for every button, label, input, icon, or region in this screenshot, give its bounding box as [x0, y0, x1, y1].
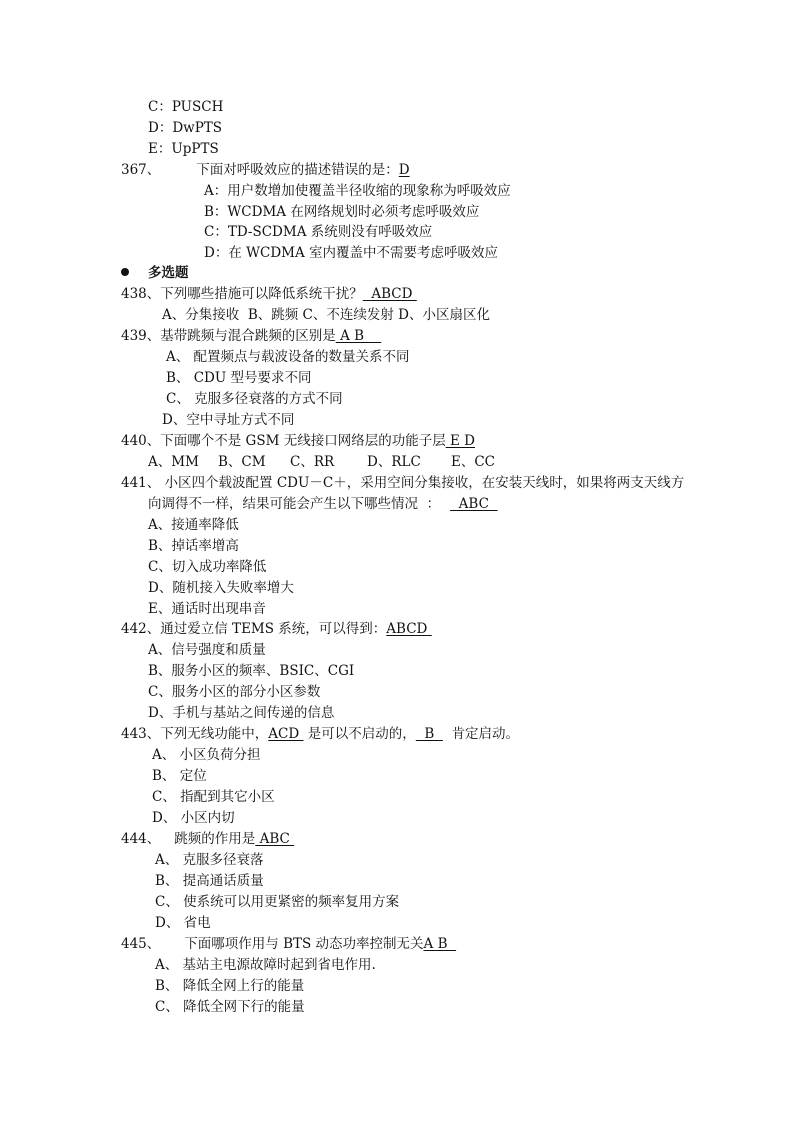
q445-option-c: C、 降低全网下行的能量: [155, 999, 305, 1015]
q443-option-a: A、 小区负荷分担: [152, 747, 261, 763]
q441-question-line2: [148, 494, 498, 514]
q441-option-e: E、通话时出现串音: [148, 601, 266, 617]
q442-option-a: A、信号强度和质量: [148, 642, 266, 658]
q441-option-a: A、接通率降低: [148, 517, 239, 533]
q445-question: [121, 934, 456, 954]
q441-option-c: C、切入成功率降低: [148, 559, 267, 575]
q444-question: [121, 829, 294, 849]
q440-option-c: C、RR: [290, 454, 335, 470]
q440-answer: E D: [445, 433, 475, 449]
q367-text: 下面对呼吸效应的描述错误的是：: [196, 162, 399, 178]
q443-text-before: 443、下列无线功能中，: [121, 726, 269, 742]
q439-text: 439、基带跳频与混合跳频的区别是: [121, 328, 336, 344]
section-title: 多选题: [148, 265, 189, 281]
q441-answer: ABC: [450, 496, 498, 512]
q367-question: [121, 160, 410, 180]
q440-option-a: A、MM: [148, 454, 199, 470]
q445-answer: A B: [423, 936, 457, 952]
bullet-icon: [121, 268, 129, 276]
q445-text: 下面哪项作用与 BTS 动态功率控制无关: [184, 936, 424, 952]
q443-option-c: C、 指配到其它小区: [152, 789, 275, 805]
q443-text-after: 肯定启动。: [442, 726, 519, 742]
q440-option-d: D、RLC: [367, 454, 421, 470]
q445-number: 445、: [121, 936, 161, 952]
q438-options: A、分集接收 B、跳频 C、不连续发射 D、小区扇区化: [162, 307, 490, 323]
q438-answer: ABCD: [362, 286, 417, 302]
q442-option-c: C、服务小区的部分小区参数: [148, 684, 321, 700]
q438-question: [121, 284, 417, 304]
q442-option-b: B、服务小区的频率、BSIC、CGI: [148, 663, 355, 679]
q444-option-a: A、 克服多径衰落: [155, 852, 264, 868]
q445-option-a: A、 基站主电源故障时起到省电作用.: [155, 957, 376, 973]
q439-answer: A B: [335, 328, 382, 344]
q439-option-b: B、 CDU 型号要求不同: [166, 370, 312, 386]
q440-question: [121, 431, 475, 451]
q444-answer: ABC: [255, 831, 295, 847]
q443-option-d: D、 小区内切: [152, 810, 235, 826]
q439-question: [121, 326, 381, 346]
q366-option-c: C：PUSCH: [148, 99, 224, 115]
q441-question-line1: 441、 小区四个载波配置 CDU－C＋，采用空间分集接收，在安装天线时，如果将两支天线方: [121, 475, 685, 491]
q443-text-mid: 是可以不启动的，: [303, 726, 416, 742]
q444-option-d: D、 省电: [155, 915, 211, 931]
q438-text: 438、下列哪些措施可以降低系统干扰？: [121, 286, 363, 302]
q443-option-b: B、 定位: [152, 768, 207, 784]
q440-option-e: E、CC: [451, 454, 496, 470]
q366-option-e: E：UpPTS: [148, 141, 219, 157]
q442-question: [121, 619, 432, 639]
q442-option-d: D、手机与基站之间传递的信息: [148, 705, 335, 721]
q443-question: [121, 724, 519, 744]
q367-answer: D: [398, 162, 410, 178]
q443-answer-2: B: [415, 726, 443, 742]
q445-option-b: B、 降低全网上行的能量: [155, 978, 305, 994]
q442-text: 442、通过爱立信 TEMS 系统，可以得到：: [121, 621, 387, 637]
q440-option-b: B、CM: [218, 454, 266, 470]
q367-option-b: B：WCDMA 在网络规划时必须考虑呼吸效应: [204, 204, 480, 220]
q442-answer: ABCD: [386, 621, 432, 637]
q439-option-c: C、 克服多径衰落的方式不同: [166, 391, 343, 407]
q439-option-d: D、空中寻址方式不同: [162, 412, 295, 428]
q441-option-d: D、随机接入失败率增大: [148, 580, 294, 596]
q367-option-d: D：在 WCDMA 室内覆盖中不需要考虑呼吸效应: [204, 245, 499, 261]
q440-text: 440、下面哪个不是 GSM 无线接口网络层的功能子层: [121, 433, 446, 449]
q367-number: 367、: [121, 162, 161, 178]
q444-option-c: C、 使系统可以用更紧密的频率复用方案: [155, 894, 400, 910]
q444-number: 444、: [121, 831, 161, 847]
q441-option-b: B、掉话率增高: [148, 538, 239, 554]
q444-option-b: B、 提高通话质量: [155, 873, 264, 889]
q367-option-a: A：用户数增加使覆盖半径收缩的现象称为呼吸效应: [204, 183, 511, 199]
q443-answer-1: ACD: [268, 726, 304, 742]
q439-option-a: A、 配置频点与载波设备的数量关系不同: [166, 349, 410, 365]
q444-text: 跳频的作用是: [174, 831, 256, 847]
q441-text: 向调得不一样，结果可能会产生以下哪些情况 ：: [148, 496, 441, 512]
q366-option-d: D：DwPTS: [148, 120, 223, 136]
q367-option-c: C：TD-SCDMA 系统则没有呼吸效应: [204, 224, 433, 240]
